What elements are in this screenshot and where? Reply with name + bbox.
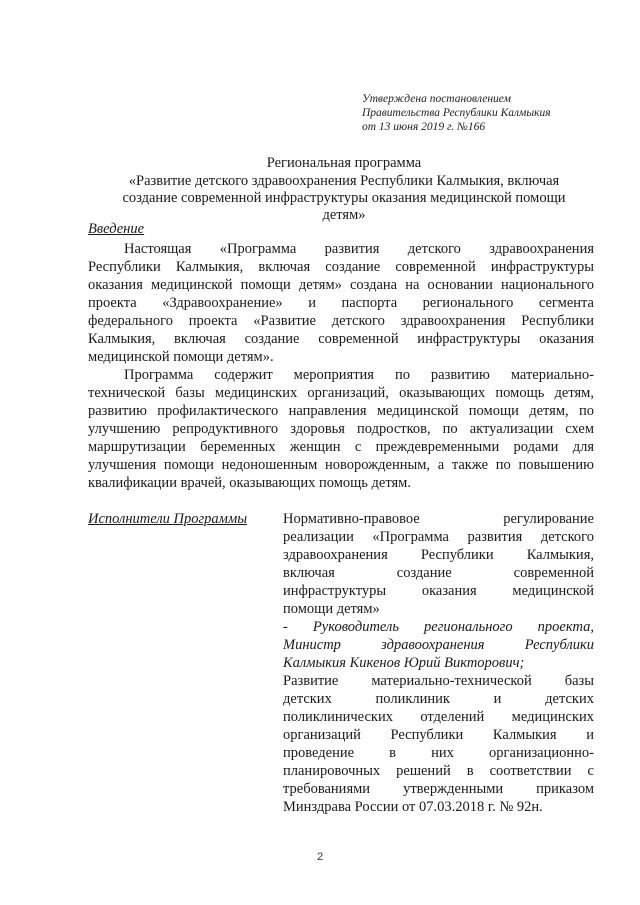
text-line: Калмыкия Кикенов Юрий Викторович; (283, 655, 525, 671)
approval-line: Утверждена постановлением (362, 93, 511, 105)
intro-paragraph-1 (88, 240, 594, 366)
text-line: Развитие материально-технической базы (283, 673, 594, 689)
text-line: маршрутизации беременных женщин с преждевременными родами для (88, 439, 594, 455)
text-line: поликлинических отделений медицинских (283, 709, 594, 725)
executors-content (283, 510, 594, 816)
text-line: планировочных решений в соответствии с (283, 763, 594, 779)
approval-line: от 13 июня 2019 г. №166 (362, 121, 486, 133)
intro-heading: Введение (88, 221, 145, 237)
text-line: проекта «Здравоохранение» и паспорта регионального сегмента (88, 295, 594, 311)
text-line: проведение в них организационно- (283, 745, 594, 761)
text-line: оказания медицинской помощи детям» создана на основании национального (88, 277, 594, 293)
text-line: Министр здравоохранения Республики (283, 637, 594, 653)
executors-label: Исполнители Программы (88, 511, 248, 527)
text-line: Калмыкия, включая создание современной инфраструктуры оказания (88, 331, 594, 347)
intro-paragraph-2 (88, 366, 594, 492)
text-line: Нормативно-правовое регулирование (283, 511, 594, 527)
title-line: «Развитие детского здравоохранения Республики Калмыкия, включая (128, 173, 560, 189)
page-number: 2 (316, 851, 324, 863)
program-title (88, 155, 600, 224)
text-line: инфраструктуры оказания медицинской (283, 583, 594, 599)
text-line: включая создание современной (283, 565, 594, 581)
text-line: здравоохранения Республики Калмыкия, (283, 547, 594, 563)
approval-line: Правительства Республики Калмыкия (362, 107, 551, 119)
text-line: Республики Калмыкия, включая создание современной инфраструктуры (88, 259, 594, 275)
text-line: медицинской помощи детям». (88, 349, 274, 365)
title-line: детям» (322, 207, 366, 223)
text-line: помощи детям» (283, 601, 380, 617)
text-line: Настоящая «Программа развития детского здравоохранения (124, 241, 594, 257)
text-line: организаций Республики Калмыкия и (283, 727, 594, 743)
text-line: Программа содержит мероприятия по развитию материально- (124, 367, 594, 383)
approval-stamp (362, 92, 602, 134)
text-line: - Руководитель регионального проекта, (283, 619, 594, 635)
text-line: улучшению репродуктивного здоровья подростков, по актуализации схем (88, 421, 594, 437)
title-line: создание современной инфраструктуры оказания медицинской помощи (122, 190, 566, 206)
text-line: детских поликлиник и детских (283, 691, 594, 707)
text-line: федерального проекта «Развитие детского здравоохранения Республики (88, 313, 594, 329)
text-line: требованиями утвержденными приказом (283, 781, 594, 797)
text-line: технической базы медицинских организаций, оказывающих помощь детям, (88, 385, 594, 401)
text-line: развитию профилактического направления медицинской помощи детям, по (88, 403, 594, 419)
text-line: реализации «Программа развития детского (283, 529, 594, 545)
text-line: улучшения помощи недоношенным новорожденным, а также по повышению (88, 457, 594, 473)
text-line: квалификации врачей, оказывающих помощь детям. (88, 475, 411, 491)
text-line: Минздрава России от 07.03.2018 г. № 92н. (283, 799, 543, 815)
title-line: Региональная программа (266, 155, 422, 171)
